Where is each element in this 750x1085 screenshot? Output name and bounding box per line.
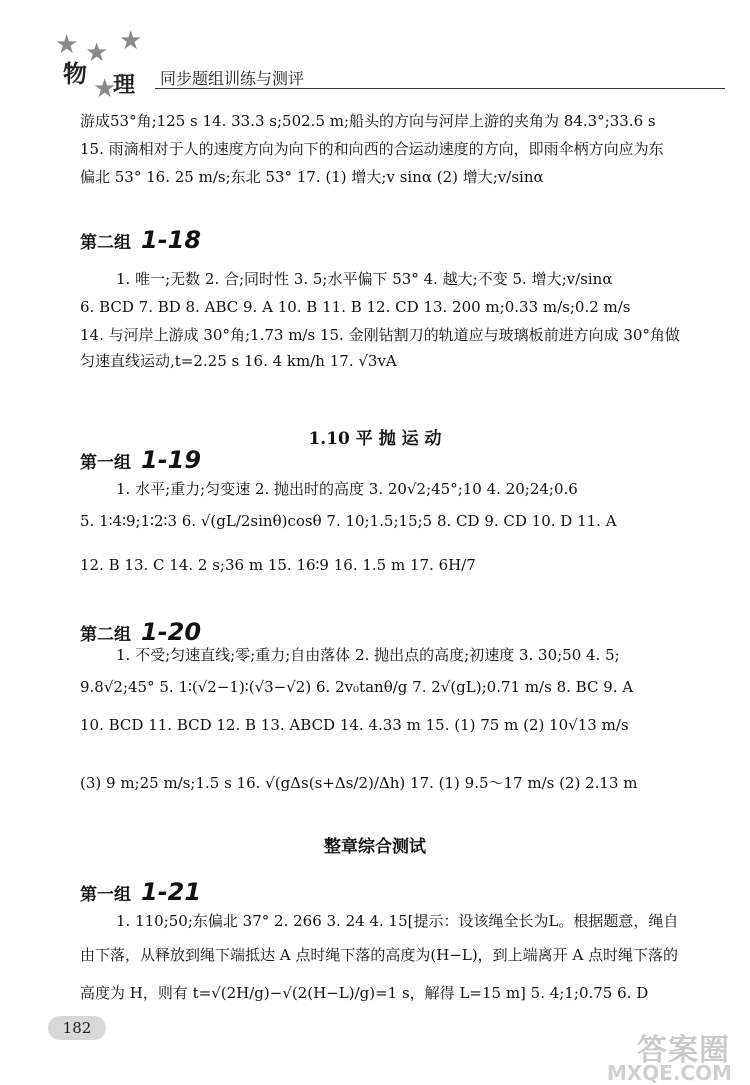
answer-line: 5. 1∶4∶9;1∶2∶3 6. √(gL/2sinθ)cosθ 7. 10;1.5;15;5 8. CD 9. CD 10. D 11. A — [80, 512, 617, 530]
header-rule — [155, 88, 725, 89]
answer-line: 9.8√2;45° 5. 1∶(√2−1)∶(√3−√2) 6. 2v₀tanθ/g 7. 2√(gL);0.71 m/s 8. BC 9. A — [80, 678, 634, 696]
book-logo-char-1: 物 — [63, 59, 87, 88]
page-header — [55, 28, 725, 108]
group-heading — [80, 878, 201, 906]
answer-line: 10. BCD 11. BCD 12. B 13. ABCD 14. 4.33 m 15. (1) 75 m (2) 10√13 m/s — [80, 716, 629, 734]
star-icon: ★ — [55, 30, 79, 60]
star-icon: ★ — [85, 38, 109, 68]
group-heading — [80, 226, 201, 254]
group-label: 第一组 — [80, 885, 131, 905]
answer-line: 游成53°角;125 s 14. 33.3 s;502.5 m;船头的方向与河岸上游的夹角为 84.3°;33.6 s — [80, 112, 656, 130]
answer-line: 偏北 53° 16. 25 m/s;东北 53° 17. (1) 增大;v sinα (2) 增大;v/sinα — [80, 168, 544, 186]
page-number: 182 — [48, 1016, 106, 1040]
group-heading — [80, 618, 201, 646]
group-label: 第一组 — [80, 453, 131, 473]
answer-line: 1. 唯一;无数 2. 合;同时性 3. 5;水平偏下 53° 4. 越大;不变 5. 增大;v/sinα — [116, 270, 613, 288]
group-code: 1-21 — [141, 878, 202, 906]
answer-line: 高度为 H，则有 t=√(2H/g)−√(2(H−L)/g)=1 s，解得 L=15 m] 5. 4;1;0.75 6. D — [80, 984, 649, 1002]
group-label: 第二组 — [80, 625, 131, 645]
watermark-logo: 答案圈 — [637, 1033, 730, 1068]
star-icon: ★ — [93, 74, 117, 104]
answer-line: 15. 雨滴相对于人的速度方向为向下的和向西的合运动速度的方向，即雨伞柄方向应为东 — [80, 140, 664, 158]
group-label: 第二组 — [80, 233, 131, 253]
book-logo-char-2: 理 — [113, 72, 136, 98]
answer-line: 由下落，从释放到绳下端抵达 A 点时绳下落的高度为(H−L)，到上端离开 A 点时绳下落的 — [80, 946, 679, 964]
answer-line: 匀速直线运动,t=2.25 s 16. 4 km/h 17. √3vA — [80, 352, 397, 370]
answer-line: 1. 不受;匀速直线;零;重力;自由落体 2. 抛出点的高度;初速度 3. 30;50 4. 5; — [116, 646, 620, 664]
group-code: 1-20 — [141, 618, 202, 646]
watermark-url: MXQE.COM — [606, 1061, 732, 1085]
answer-line: 14. 与河岸上游成 30°角;1.73 m/s 15. 金刚钻割刀的轨道应与玻璃板前进方向成 30°角做 — [80, 326, 680, 344]
answer-line: 1. 110;50;东偏北 37° 2. 266 3. 24 4. 15[提示：设该绳全长为L。根据题意，绳自 — [116, 912, 679, 930]
group-code: 1-18 — [141, 226, 202, 254]
group-heading — [80, 446, 201, 474]
answer-line: (3) 9 m;25 m/s;1.5 s 16. √(gΔs(s+Δs/2)/Δh) 17. (1) 9.5～17 m/s (2) 2.13 m — [80, 774, 638, 792]
answer-line: 6. BCD 7. BD 8. ABC 9. A 10. B 11. B 12. CD 13. 200 m;0.33 m/s;0.2 m/s — [80, 298, 631, 316]
answer-line: 12. B 13. C 14. 2 s;36 m 15. 16∶9 16. 1.5 m 17. 6H/7 — [80, 556, 476, 574]
star-icon: ★ — [119, 26, 143, 56]
answer-line: 1. 水平;重力;匀变速 2. 抛出时的高度 3. 20√2;45°;10 4. 20;24;0.6 — [116, 480, 578, 498]
series-title: 同步题组训练与测评 — [160, 69, 305, 88]
section-title: 整章综合测试 — [324, 837, 426, 857]
group-code: 1-19 — [141, 446, 202, 474]
section-title: 1.10 平 抛 运 动 — [308, 429, 442, 449]
